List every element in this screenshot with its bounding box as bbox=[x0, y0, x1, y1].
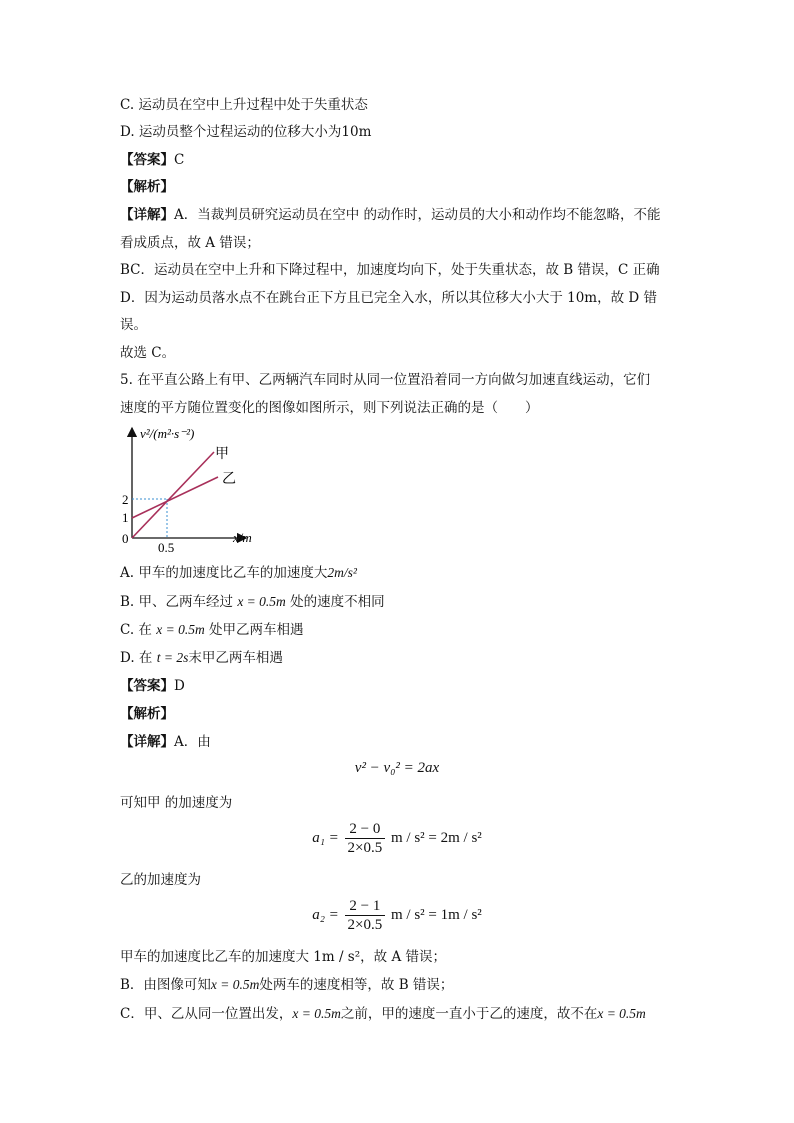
q4-option-c: C. 运动员在空中上升过程中处于失重状态 bbox=[120, 97, 368, 113]
analysis-tag: 【解析】 bbox=[120, 706, 174, 722]
detail-b-math: x = 0.5m bbox=[210, 977, 260, 992]
a1-rhs: m / s² = 2m / s² bbox=[391, 829, 482, 846]
formula-a2 bbox=[0, 897, 794, 934]
q5-detail-a-conclusion: 甲车的加速度比乙车的加速度大 1m / s²，故 A 错误； bbox=[120, 949, 446, 965]
option-b-math: x = 0.5m bbox=[237, 594, 286, 609]
detail-b-pre: B．由图像可知 bbox=[120, 977, 211, 993]
detail-a-intro-text: A．由 bbox=[174, 734, 211, 750]
detail-c-pre: C．甲、乙从同一位置出发， bbox=[120, 1006, 293, 1022]
q5-detail-b bbox=[120, 975, 453, 995]
x-axis-label: x/m bbox=[233, 530, 252, 545]
detail-b-post: 处两车的速度相等，故 B 错误； bbox=[259, 977, 454, 993]
detail-tag: 【详解】 bbox=[120, 734, 174, 750]
detail-c-math: x = 0.5m bbox=[292, 1006, 341, 1021]
a1-fraction bbox=[345, 820, 386, 857]
q4-answer-line bbox=[120, 150, 184, 170]
detail-tag: 【详解】 bbox=[120, 207, 174, 223]
origin-label: 0 bbox=[122, 531, 129, 546]
q5-detail-a-intro bbox=[120, 732, 211, 752]
option-d-post: 末甲乙两车相遇 bbox=[188, 650, 283, 666]
line-jia bbox=[132, 452, 214, 538]
option-c-post: 处甲乙两车相遇 bbox=[209, 622, 304, 638]
y-tick-2: 2 bbox=[122, 492, 129, 507]
option-a-text: A. 甲车的加速度比乙车的加速度大 bbox=[120, 565, 328, 581]
q4-option-d: D. 运动员整个过程运动的位移大小为10m bbox=[120, 124, 372, 140]
a2-denominator: 2×0.5 bbox=[347, 917, 383, 933]
option-d-math: t = 2s bbox=[156, 650, 189, 665]
answer-value: C bbox=[174, 152, 185, 168]
q4-detail-bc: BC．运动员在空中上升和下降过程中，加速度均向下，处于失重状态，故 B 错误，C 正确 bbox=[120, 262, 660, 278]
detail-c-math2: x = 0.5m bbox=[597, 1006, 646, 1021]
detail-c-mid: 之前，甲的速度一直小于乙的速度，故不在 bbox=[340, 1006, 598, 1022]
option-b-pre: B. 甲、乙两车经过 bbox=[120, 594, 234, 610]
line-jia-label: 甲 bbox=[215, 447, 229, 462]
line-yi bbox=[132, 477, 218, 518]
q4-conclusion: 故选 C。 bbox=[120, 345, 176, 361]
a2-fraction bbox=[345, 897, 386, 934]
a1-denominator: 2×0.5 bbox=[347, 840, 383, 856]
q4-detail-d-line1: D．因为运动员落水点不在跳台正下方且已完全入水，所以其位移大小大于 10m，故 D 错 bbox=[120, 290, 657, 306]
q5-answer-line bbox=[120, 676, 185, 696]
option-b-post: 处的速度不相同 bbox=[290, 594, 385, 610]
detail-a-text-1: A．当裁判员研究运动员在空中 的动作时，运动员的大小和动作均不能忽略，不能 bbox=[174, 207, 661, 223]
y-tick-1: 1 bbox=[122, 510, 129, 525]
q4-detail-a-line2: 看成质点，故 A 错误； bbox=[120, 235, 260, 251]
analysis-tag: 【解析】 bbox=[120, 179, 174, 195]
a2-numerator: 2 − 1 bbox=[345, 897, 386, 916]
q5-option-d bbox=[120, 648, 283, 668]
yi-accel-text: 乙的加速度为 bbox=[120, 872, 201, 888]
q5-option-c bbox=[120, 620, 304, 640]
option-d-pre: D. 在 bbox=[120, 650, 153, 666]
q5-stem-line2: 速度的平方随位置变化的图像如图所示，则下列说法正确的是（ ） bbox=[120, 400, 539, 416]
q4-detail-d-line2: 误。 bbox=[120, 317, 147, 333]
q5-stem-line1: 5. 在平直公路上有甲、乙两辆汽车同时从同一位置沿着同一方向做匀加速直线运动，它们 bbox=[120, 372, 651, 388]
answer-value: D bbox=[174, 678, 185, 694]
formula-main: v² − v₀² = 2ax bbox=[354, 760, 440, 776]
q5-option-a bbox=[120, 563, 357, 583]
a2-rhs: m / s² = 1m / s² bbox=[391, 906, 482, 923]
x-tick-0-5: 0.5 bbox=[158, 540, 175, 555]
v2-x-graph bbox=[118, 420, 258, 555]
a1-numerator: 2 − 0 bbox=[345, 820, 386, 839]
answer-tag: 【答案】 bbox=[120, 152, 174, 168]
option-c-math: x = 0.5m bbox=[156, 622, 205, 637]
q5-option-b bbox=[120, 592, 385, 612]
a2-lhs: a₂ = bbox=[312, 906, 339, 923]
line-yi-label: 乙 bbox=[222, 472, 236, 487]
answer-tag: 【答案】 bbox=[120, 678, 174, 694]
option-c-pre: C. 在 bbox=[120, 622, 152, 638]
q4-detail-a-line1 bbox=[120, 205, 661, 225]
y-axis-label: v²/(m²·s⁻²) bbox=[140, 426, 195, 441]
formula-a1 bbox=[0, 820, 794, 857]
a1-lhs: a₁ = bbox=[312, 829, 339, 846]
option-a-value: 2m/s² bbox=[327, 565, 357, 580]
q5-detail-c bbox=[120, 1004, 646, 1024]
jia-accel-text: 可知甲 的加速度为 bbox=[120, 795, 233, 811]
